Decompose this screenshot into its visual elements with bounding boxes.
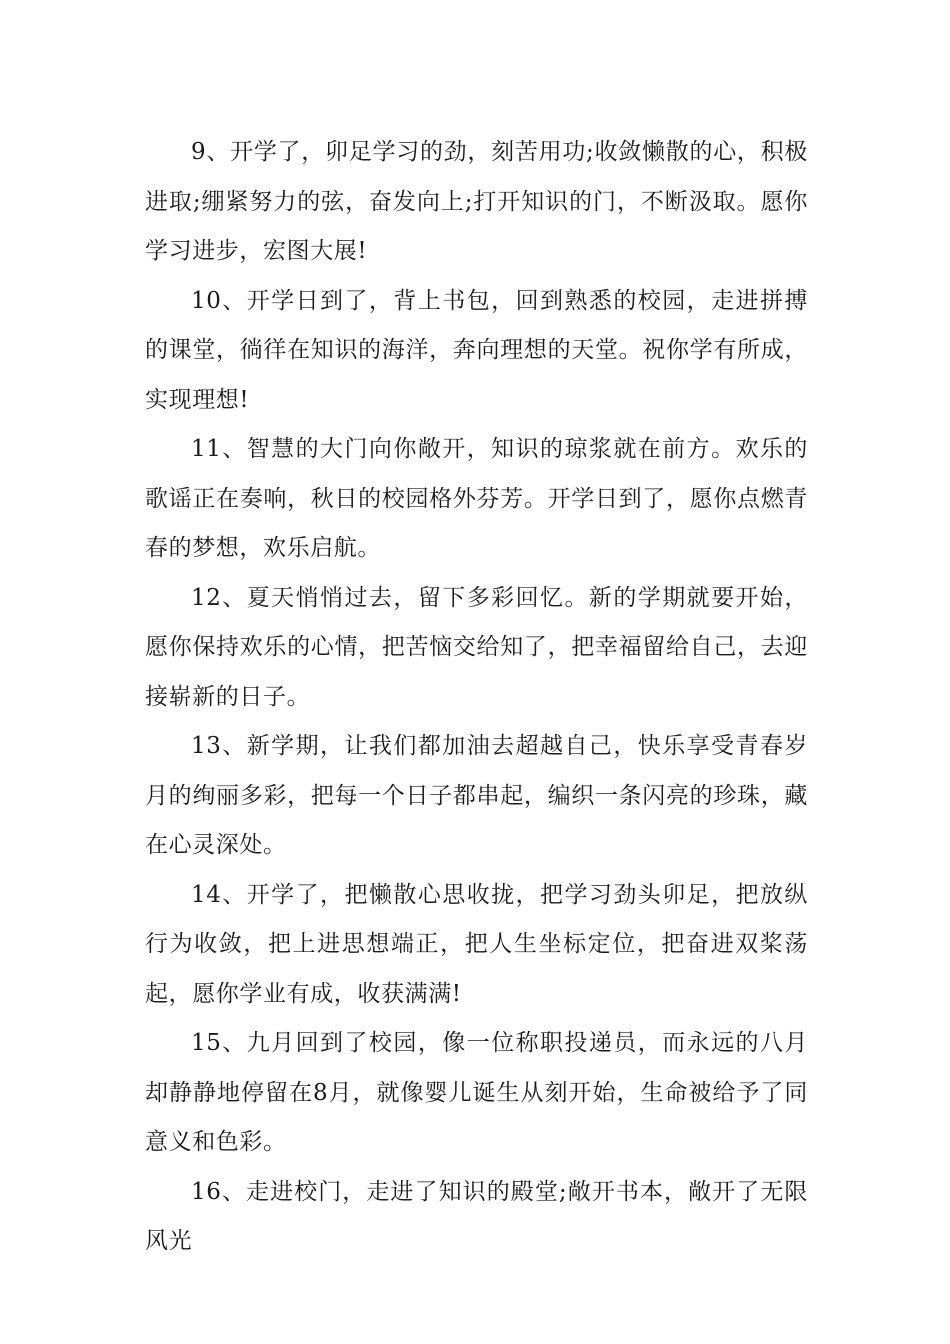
paragraph-9: 9、开学了，卯足学习的劲，刻苦用功;收敛懒散的心，积极进取;绷紧努力的弦，奋发向上;打开知识的门，不断汲取。愿你学习进步，宏图大展! — [145, 139, 808, 264]
paragraph-10: 10、开学日到了，背上书包，回到熟悉的校园，走进拼搏的课堂，徜徉在知识的海洋，奔向理想的天堂。祝你学有所成，实现理想! — [145, 287, 808, 413]
paragraph-12: 12、夏天悄悄过去，留下多彩回忆。新的学期就要开始，愿你保持欢乐的心情，把苦恼交给知了，把幸福留给自己，去迎接崭新的日子。 — [145, 584, 808, 710]
paragraph-14: 14、开学了，把懒散心思收拢，把学习劲头卯足，把放纵行为收敛，把上进思想端正，把人生坐标定位，把奋进双桨荡起，愿你学业有成，收获满满! — [145, 881, 808, 1007]
paragraph-16: 16、走进校门，走进了知识的殿堂;敞开书本，敞开了无限风光 — [145, 1178, 808, 1254]
document-body — [145, 128, 808, 1267]
paragraph-11: 11、智慧的大门向你敞开，知识的琼浆就在前方。欢乐的歌谣正在奏响，秋日的校园格外芬芳。开学日到了，愿你点燃青春的梦想，欢乐启航。 — [145, 436, 808, 561]
paragraph-13: 13、新学期，让我们都加油去超越自己，快乐享受青春岁月的绚丽多彩，把每一个日子都串起，编织一条闪亮的珍珠，藏在心灵深处。 — [145, 733, 808, 858]
paragraph-15: 15、九月回到了校园，像一位称职投递员，而永远的八月却静静地停留在8月，就像婴儿诞生从刻开始，生命被给予了同意义和色彩。 — [145, 1030, 808, 1155]
